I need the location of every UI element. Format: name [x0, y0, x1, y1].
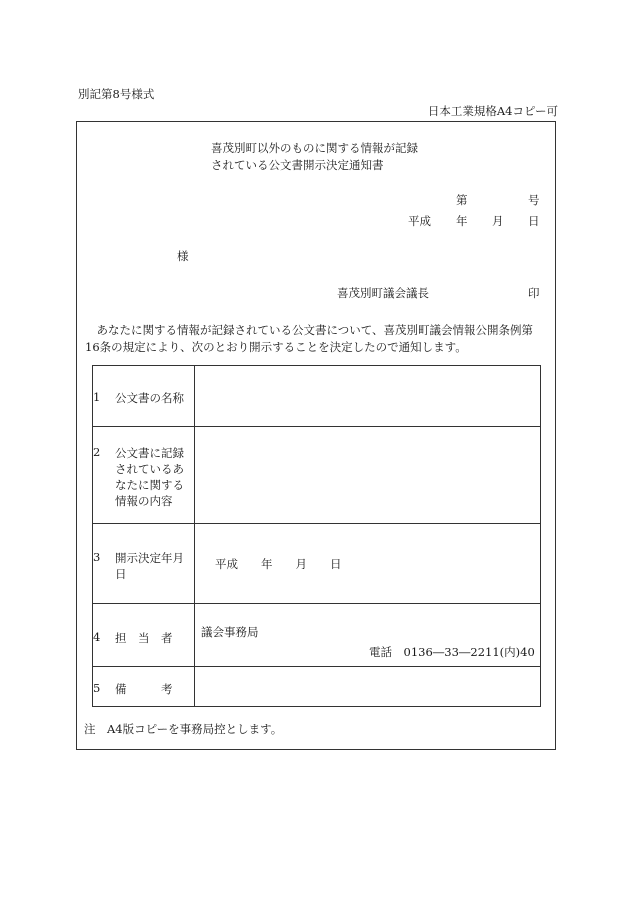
table-row [93, 667, 541, 707]
doc-number-dai: 第 [456, 193, 468, 207]
recipient-honorific: 様 [177, 249, 189, 263]
date-month: 月 [492, 214, 504, 228]
phone-number: 電話 0136―33―2211(内)40 [369, 645, 535, 659]
row-number: 5 [93, 681, 101, 695]
doc-number-go: 号 [528, 193, 540, 207]
date-era: 平成 [408, 214, 431, 228]
row-label: 公文書に記録 されているあ なたに関する 情報の内容 [115, 446, 184, 509]
office-name: 議会事務局 [201, 625, 259, 639]
remarks-cell[interactable] [195, 667, 541, 707]
row-label: 公文書の名称 [115, 391, 184, 405]
document-title-line2: されている公文書開示決定通知書 [211, 158, 384, 172]
seal-mark: 印 [528, 286, 540, 300]
document-title-line1: 喜茂別町以外のものに関する情報が記録 [211, 141, 418, 155]
row-number: 1 [93, 390, 101, 404]
info-table [92, 365, 541, 707]
row-label: 開示決定年月 日 [115, 551, 184, 582]
copy-note: 日本工業規格A4コピー可 [427, 104, 558, 118]
contact-cell[interactable] [195, 604, 541, 667]
row-number: 2 [93, 445, 101, 459]
body-text: あなたに関する情報が記録されている公文書について、喜茂別町議会情報公開条例第 16条の規定により、次のとおり開示することを決定したので通知します。 [85, 323, 534, 354]
sender-name: 喜茂別町議会議長 [337, 286, 429, 300]
form-number: 別記第8号様式 [78, 87, 155, 101]
table-row [93, 366, 541, 427]
table-row [93, 524, 541, 604]
row-label: 担 当 者 [115, 631, 173, 645]
footnote: 注 A4版コピーを事務局控とします。 [84, 722, 283, 736]
decision-date-cell[interactable] [195, 524, 541, 604]
row-number: 3 [93, 550, 101, 564]
date-year: 年 [456, 214, 468, 228]
row-number: 4 [93, 630, 101, 644]
table-row [93, 604, 541, 667]
decision-date-value: 平成 年 月 日 [215, 557, 342, 571]
row-label: 備 考 [115, 682, 173, 696]
date-day: 日 [528, 214, 540, 228]
name-value-cell[interactable] [195, 366, 541, 427]
content-value-cell[interactable] [195, 427, 541, 524]
table-row [93, 427, 541, 524]
